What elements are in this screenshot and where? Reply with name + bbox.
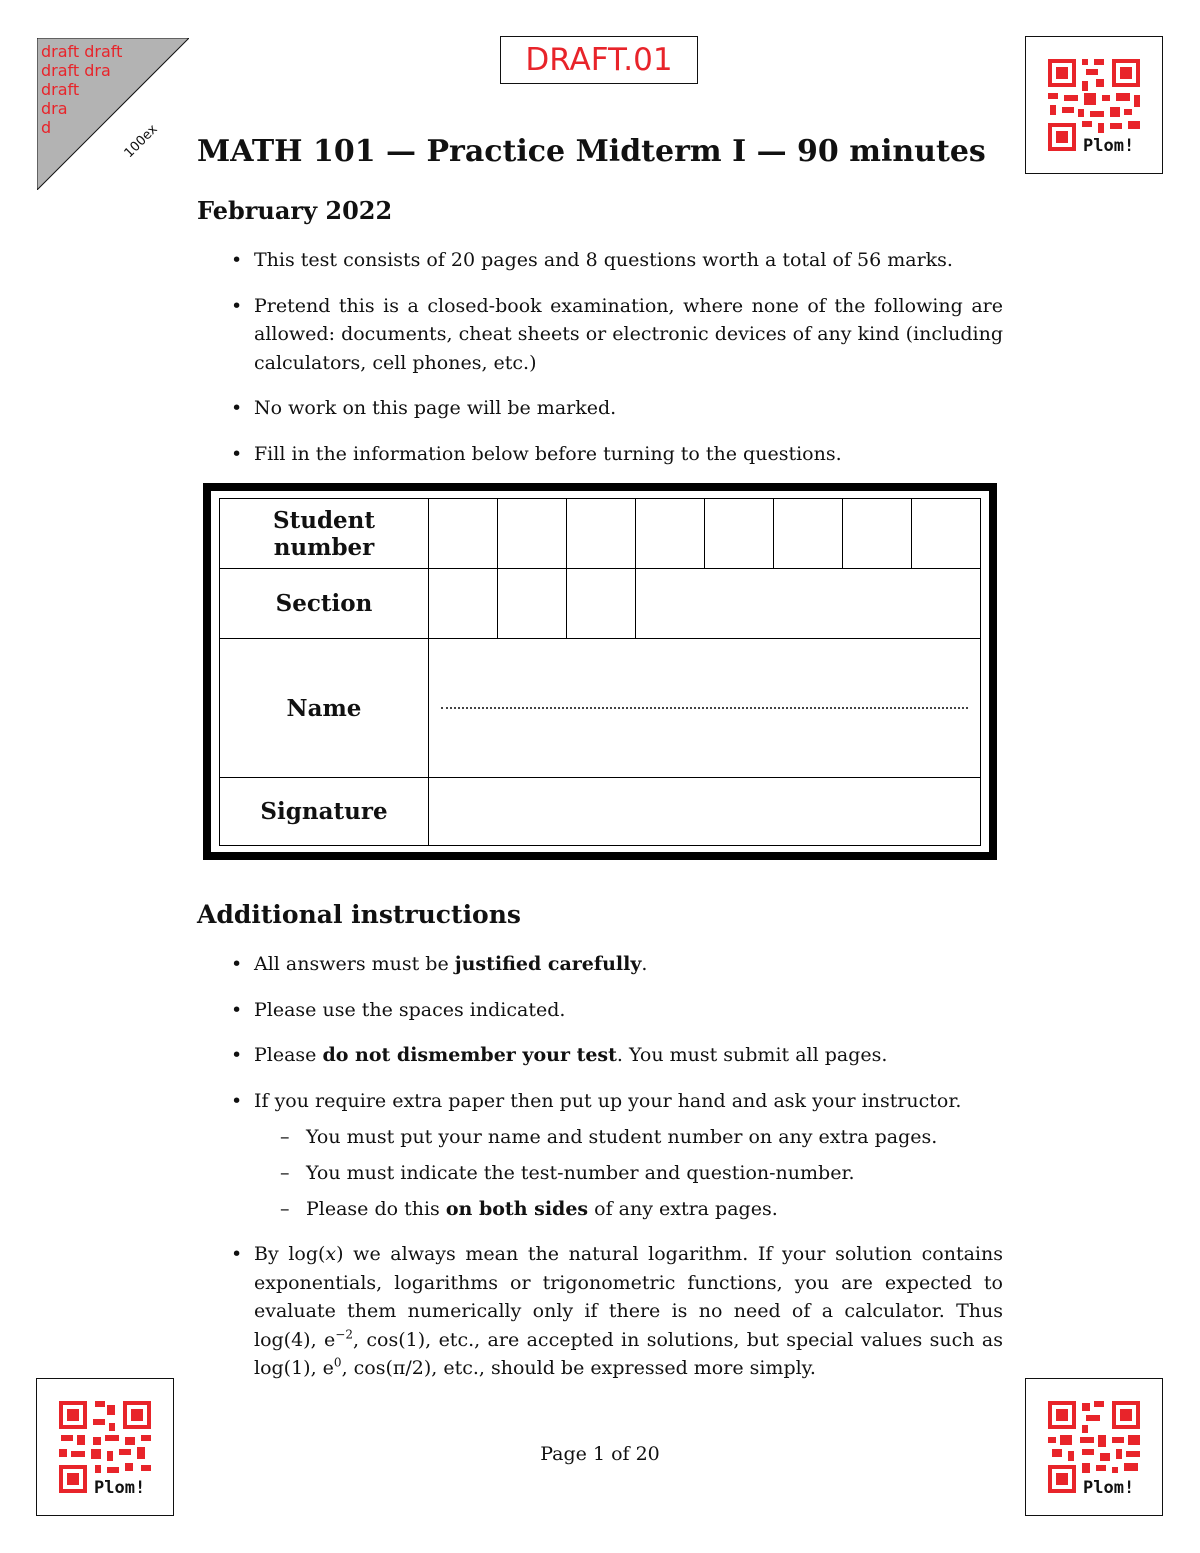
list-item: • Please use the spaces indicated. [197,996,1003,1025]
stamp-line: draft [41,80,80,99]
text: of any extra pages. [588,1198,778,1220]
sub-list [254,1123,1003,1223]
qr-label: Plom! [1083,1478,1135,1498]
student-info-table [219,498,981,846]
student-number-label: Student number [220,499,429,569]
qr-code-top-right [1025,36,1163,174]
list-item [197,1087,1003,1224]
qr-label: Plom! [94,1478,146,1498]
text: Please do this [306,1198,446,1220]
list-item: • No work on this page will be marked. [197,394,1003,423]
bold-text: do not dismember your test [322,1044,617,1066]
name-field[interactable] [429,639,981,778]
draft-label: DRAFT.01 [500,36,698,84]
section-digit-box[interactable] [429,569,498,639]
list-item: • Fill in the information below before turning to the questions. [197,440,1003,469]
student-number-digit-box[interactable] [912,499,981,569]
qr-label: Plom! [1083,136,1135,156]
section-label: Section [220,569,429,639]
name-dotted-line [441,707,968,709]
exam-date: February 2022 [197,196,393,225]
list-item [197,950,1003,979]
student-info-frame [203,483,997,860]
stamp-line: draft draft [41,42,123,61]
student-number-digit-box[interactable] [567,499,636,569]
signature-label: Signature [220,778,429,846]
text: Please [254,1044,323,1066]
list-item [197,1041,1003,1070]
section-blank [636,569,981,639]
stamp-id: 100ex [121,121,161,162]
text: , cos(π/2), etc., should be expressed more simply. [341,1357,816,1379]
text: By log( [254,1243,326,1265]
instructions-list [197,246,1003,485]
section-digit-box[interactable] [567,569,636,639]
text: ) we always mean the natural logarithm. If your solution contains exponentials, logarithms or trigonometric functions, you are expected to evaluate them numerically only if there is no need of a calculator. Thus log(4), e [254,1243,1003,1351]
sub-list-item: – You must put your name and student number on any extra pages. [254,1123,1003,1151]
student-number-digit-box[interactable] [498,499,567,569]
exponent: 0 [333,1355,342,1370]
page-title: MATH 101 — Practice Midterm I — 90 minutes [197,134,986,169]
signature-field[interactable] [429,778,981,846]
student-number-digit-box[interactable] [774,499,843,569]
math-variable: x [325,1243,337,1265]
sub-list-item: – You must indicate the test-number and question-number. [254,1159,1003,1187]
student-number-digit-box[interactable] [705,499,774,569]
list-item: • This test consists of 20 pages and 8 questions worth a total of 56 marks. [197,246,1003,275]
stamp-text [41,42,122,137]
text: , cos(1), etc., are accepted in solutions, but special values such as log(1), e [254,1328,1003,1379]
bold-text: on both sides [445,1198,589,1220]
additional-instructions-heading: Additional instructions [197,900,521,929]
student-number-digit-box[interactable] [636,499,705,569]
stamp-line: dra [41,99,68,118]
name-label: Name [220,639,429,778]
list-item: • Pretend this is a closed-book examination, where none of the following are allowed: documents, cheat sheets or electronic devices of any kind (including calculators, cell phones, etc.) [197,292,1003,378]
student-number-digit-box[interactable] [843,499,912,569]
list-item [197,1240,1003,1383]
text: All answers must be [254,953,455,975]
bold-text: justified carefully [454,953,642,975]
student-number-digit-box[interactable] [429,499,498,569]
exponent: −2 [335,1327,353,1342]
text: . You must submit all pages. [616,1044,888,1066]
page-number: Page 1 of 20 [540,1443,660,1465]
additional-instructions-list [197,950,1003,1400]
sub-list-item [254,1195,1003,1223]
text: . [641,953,648,975]
stamp-line: d [41,118,52,137]
text: If you require extra paper then put up your hand and ask your instructor. [254,1089,962,1112]
section-digit-box[interactable] [498,569,567,639]
draft-stamp [37,38,189,190]
qr-icon [1026,37,1161,172]
stamp-line: draft dra [41,61,111,80]
